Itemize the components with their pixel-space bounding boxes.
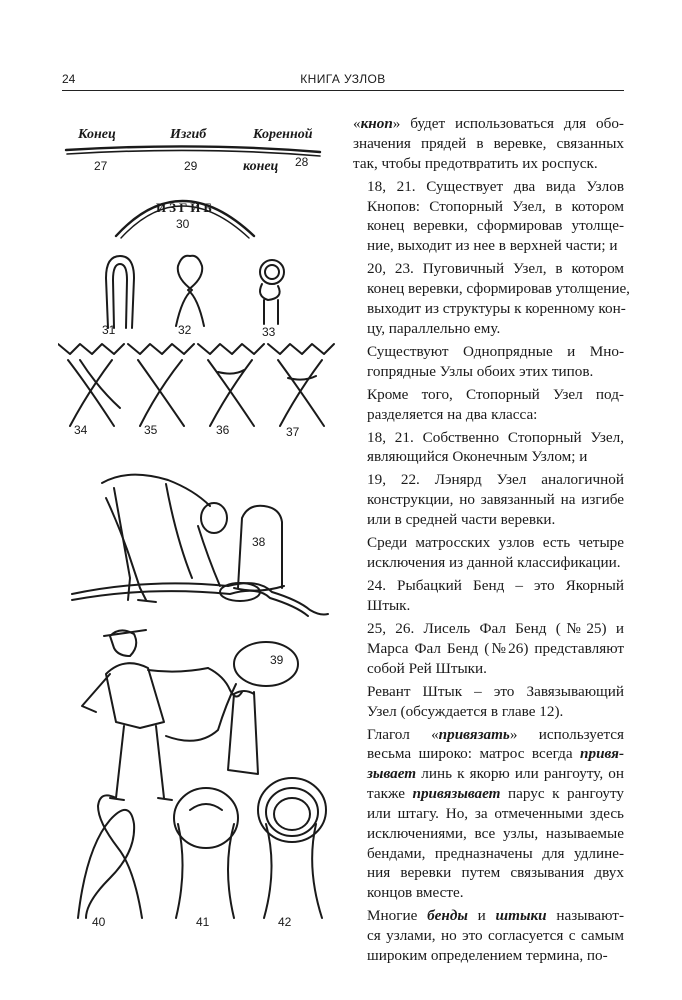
crossed-bight-icon [176, 256, 204, 326]
text-line [353, 177, 624, 197]
body-paragraph [353, 259, 630, 338]
text-run: линь к якорю или рангоуту, он [416, 765, 624, 783]
text-line [353, 279, 630, 299]
text-run: парус к рангоуту [500, 785, 624, 803]
text-line [353, 725, 624, 745]
fig-27-number: 27 [94, 159, 108, 173]
text-line [353, 154, 624, 174]
body-paragraph [353, 114, 624, 174]
loop-41-icon [174, 788, 238, 918]
text-line [353, 702, 624, 722]
text-run: выходит из структуры к коренному кон- [367, 299, 626, 317]
fig-33-number: 33 [262, 325, 276, 339]
text-line [353, 299, 624, 319]
fig-28-number: 28 [295, 155, 309, 169]
text-line [353, 236, 624, 256]
text-line [353, 553, 624, 573]
text-line [353, 863, 624, 883]
fig-36-number: 36 [216, 423, 230, 437]
emphasis-run: штыки [495, 907, 547, 925]
text-run: собой Рей Штыки. [367, 659, 487, 677]
text-run: Кроме того, Стопорный Узел под- [367, 385, 624, 403]
body-paragraph [353, 470, 624, 530]
text-run: конец веревки, сформировав утолщение, [367, 280, 630, 298]
body-paragraph [353, 177, 624, 256]
bight-loop-icon [106, 256, 134, 328]
text-line [353, 906, 624, 926]
text-line [353, 764, 624, 784]
strand-tuck-34-icon [58, 344, 124, 426]
text-run: концов вместе. [367, 884, 464, 902]
body-paragraph [353, 385, 624, 425]
text-run: бендами, предназначены для удлине- [367, 844, 624, 862]
text-run: Многие [367, 907, 428, 925]
text-run: значения прядей в веревке, связанных [353, 134, 624, 152]
fig-40-number: 40 [92, 915, 106, 929]
text-line [353, 405, 624, 425]
text-run: Ревант Штык – это Завязывающий [367, 682, 624, 700]
text-run: Штык. [367, 596, 411, 614]
text-run: весьма широко: матрос всегда [367, 745, 581, 763]
text-line [353, 490, 624, 510]
body-paragraph [353, 906, 624, 966]
text-run: Кнопов: Стопорный Узел, в котором [367, 197, 624, 215]
stump-post-icon [228, 691, 258, 774]
body-paragraph [353, 428, 624, 468]
text-line [353, 447, 624, 467]
text-line [353, 342, 624, 362]
fig-37-number: 37 [286, 425, 300, 439]
emphasis-run: бенды [427, 907, 468, 925]
body-paragraph [353, 342, 624, 382]
running-header [62, 70, 624, 91]
strand-tuck-35-icon [128, 344, 194, 426]
knot-illustrations [58, 108, 340, 938]
emphasis-run: зывает [367, 765, 417, 783]
text-line [353, 639, 624, 659]
strand-tuck-37-icon [268, 344, 334, 426]
text-line [353, 576, 624, 596]
text-run: 24. Рыбацкий Бенд – это Якорный [367, 577, 624, 595]
text-run: разделяется на два класса: [367, 405, 538, 423]
text-run: являющийся Оконечным Узлом; и [367, 448, 588, 466]
text-line [353, 319, 624, 339]
text-line [353, 682, 624, 702]
text-line [353, 385, 624, 405]
text-run: » используется [509, 725, 624, 743]
label-bight-arc: ИЗГИБ [156, 200, 215, 215]
text-line [353, 784, 624, 804]
text-run: ся узлами, но это согласуется с самым [367, 927, 624, 945]
text-run: Узел (обсуждается в главе 12). [367, 702, 564, 720]
fig-34-number: 34 [74, 423, 88, 437]
label-end: Конец [78, 127, 116, 142]
coiled-loop-42-icon [258, 778, 326, 918]
body-paragraph [353, 682, 624, 722]
fig-39-number: 39 [270, 653, 284, 667]
fig-31-number: 31 [102, 323, 116, 337]
text-line [353, 114, 624, 134]
running-title: КНИГА УЗЛОВ [300, 72, 386, 86]
text-line [353, 926, 624, 946]
text-run: 19, 22. Лэнярд Узел аналогичной [367, 471, 624, 489]
text-run: конец веревки, сформировав утолще- [367, 217, 624, 235]
text-run: исключения из данной классификации. [367, 554, 621, 572]
text-line [353, 216, 624, 236]
text-line [353, 259, 624, 279]
text-run: 18, 21. Собственно Стопорный Узел, [367, 428, 624, 446]
text-run: гопрядные Узлы обоих этих типов. [367, 362, 594, 380]
text-run: или штагу. Но, за отмеченными здесь [367, 804, 624, 822]
text-run: ние, выходит из нее в верхней части; и [367, 237, 618, 255]
text-run: Марса Фал Бенд (№26) представляют [367, 639, 624, 657]
body-paragraph [353, 725, 624, 904]
text-run: Существуют Однопрядные и Мно- [367, 342, 624, 360]
text-line [353, 362, 624, 382]
text-run: Глагол « [367, 725, 439, 743]
text-run: широким определением термина, по- [367, 947, 608, 964]
text-run: и [467, 907, 496, 925]
text-line [353, 134, 624, 154]
rope-coil-38-icon [72, 583, 328, 616]
text-line [353, 197, 624, 217]
sailor-standing-icon [82, 630, 208, 800]
text-run: « [353, 115, 361, 132]
text-run: также [367, 785, 413, 803]
text-line [353, 824, 624, 844]
fig-35-number: 35 [144, 423, 158, 437]
text-line [353, 844, 624, 864]
body-paragraph [353, 576, 624, 616]
text-run: конструкции, но завязанный на изгибе [367, 491, 624, 509]
text-run: цу, параллельно ему. [367, 319, 501, 337]
label-standing: Коренной [253, 127, 313, 142]
emphasis-run: привязать [438, 725, 510, 743]
label-standing-part: конец [243, 159, 279, 174]
body-paragraph [353, 619, 624, 679]
body-paragraph [353, 533, 624, 573]
fig-38-number: 38 [252, 535, 266, 549]
emphasis-run: привязывает [412, 785, 501, 803]
text-line [353, 946, 624, 966]
text-run: 18, 21. Существует два вида Узлов [367, 177, 624, 195]
emphasis-run: привя- [580, 745, 624, 763]
text-line [353, 804, 624, 824]
text-line [353, 428, 624, 448]
label-bight: Изгиб [170, 127, 207, 142]
text-line [353, 744, 624, 764]
loop-knot-icon [260, 260, 284, 324]
emphasis-run: кноп [360, 115, 393, 132]
fig-29-number: 29 [184, 159, 198, 173]
text-line [353, 510, 624, 530]
overhand-loop-40-icon [78, 795, 142, 918]
strand-tuck-36-icon [198, 344, 264, 426]
text-run: так, чтобы предотвратить их роспуск. [353, 154, 598, 172]
fig-42-number: 42 [278, 915, 292, 929]
page-number: 24 [62, 72, 76, 86]
fig-30-number: 30 [176, 217, 190, 231]
text-run: ния веревки путем связывания двух [367, 864, 624, 882]
text-run: или в средней части веревки. [367, 511, 556, 529]
body-text [353, 114, 630, 969]
text-line [353, 619, 624, 639]
text-line [353, 659, 624, 679]
text-run: Среди матросских узлов есть четыре [367, 534, 624, 552]
text-line [353, 596, 624, 616]
fig-32-number: 32 [178, 323, 192, 337]
fig-41-number: 41 [196, 915, 210, 929]
text-run: называют- [546, 907, 624, 925]
text-run: исключениями, все узлы, называемые [367, 824, 624, 842]
text-line [353, 533, 624, 553]
text-run: 20, 23. Пуговичный Узел, в котором [367, 260, 624, 278]
text-run: 25, 26. Лисель Фал Бенд (№25) и [367, 619, 624, 637]
text-line [353, 883, 624, 903]
text-line [353, 470, 624, 490]
text-run: » будет использоваться для обо- [392, 115, 624, 132]
